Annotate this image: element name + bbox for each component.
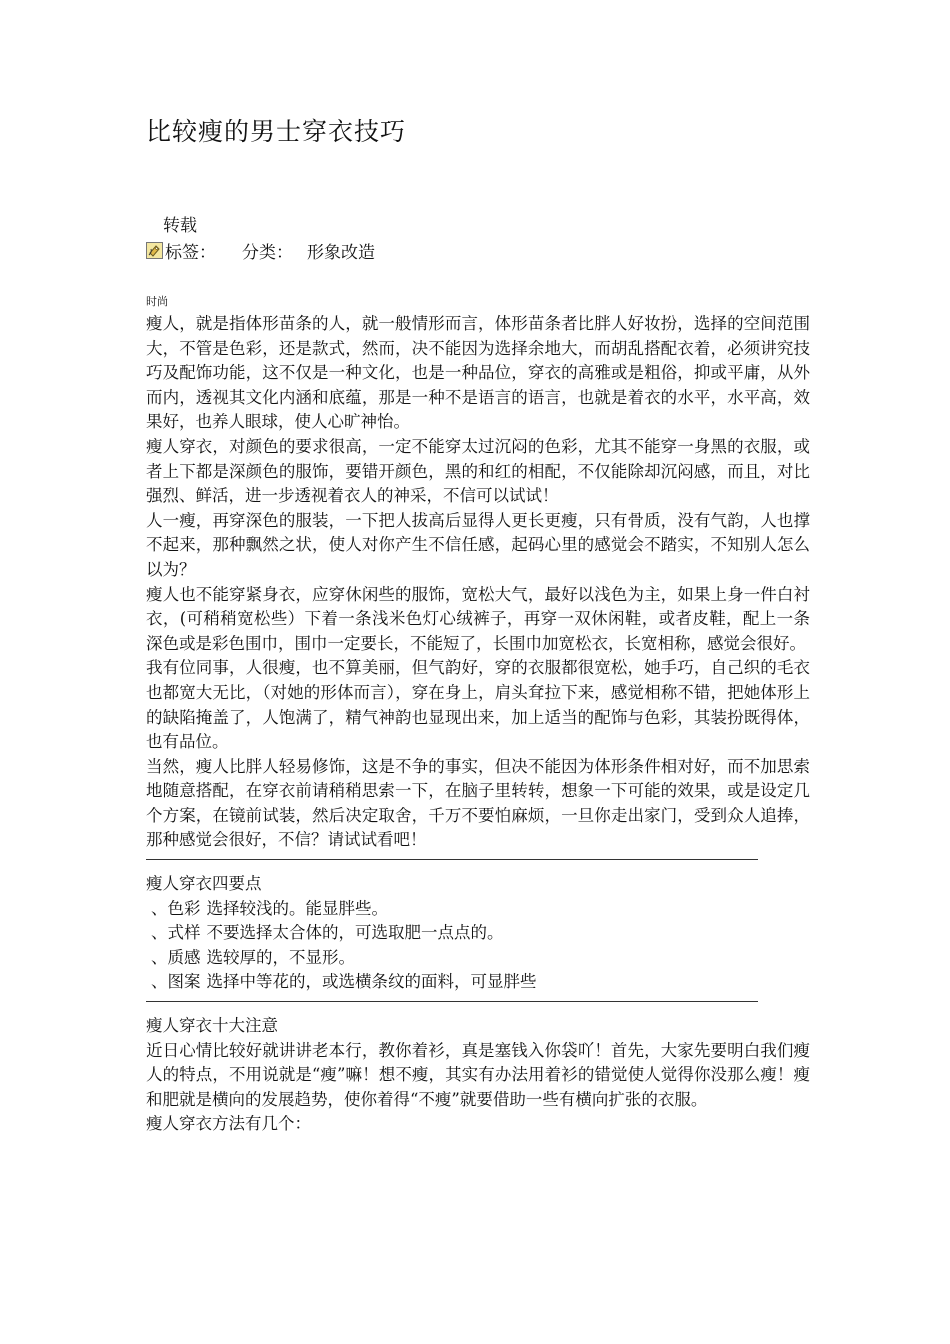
- category-label: 分类：: [242, 243, 293, 263]
- divider: [146, 1001, 758, 1002]
- tip-item: [146, 897, 810, 922]
- tip-desc: 选择较浅的。能显胖些。: [206, 898, 388, 918]
- paragraph: 瘦人穿衣方法有几个：: [146, 1114, 311, 1134]
- page-title: 比较瘦的男士穿衣技巧: [146, 117, 407, 146]
- paragraph: 我有位同事，人很瘦，也不算美丽，但气韵好，穿的衣服都很宽松，她手巧，自己织的毛衣也都宽大无比，（对她的形体而言），穿在身上，肩头耷拉下来，感觉相称不错，把她体形上的缺陷掩盖了，人饱满了，精气神韵也显现出来，加上适当的配饰与色彩，其装扮既得体，也有品位。: [146, 658, 810, 752]
- tip-prefix: 、: [151, 923, 168, 943]
- tag-icon: [146, 242, 163, 259]
- tip-prefix: 、: [151, 898, 168, 918]
- tip-desc: 不要选择太合体的，可选取肥一点点的。: [206, 923, 504, 943]
- tip-prefix: 、: [151, 947, 168, 967]
- paragraph: 瘦人穿衣，对颜色的要求很高，一定不能穿太过沉闷的色彩，尤其不能穿一身黑的衣服，或者上下都是深颜色的服饰，要错开颜色，黑的和红的相配，不仅能除却沉闷感，而且，对比强烈、鲜活，进一步透视着衣人的神采，不信可以试试！: [146, 436, 810, 506]
- tip-name: 式样: [167, 923, 201, 943]
- tip-item: [146, 946, 810, 971]
- meta-row: [146, 238, 375, 263]
- tip-name: 图案: [167, 972, 201, 992]
- tip-item: [146, 921, 810, 946]
- tags-label: 标签：: [165, 243, 216, 263]
- reprint-label: 转载: [163, 216, 197, 236]
- paragraph: 瘦人也不能穿紧身衣，应穿休闲些的服饰，宽松大气，最好以浅色为主，如果上身一件白衬衣，(可稍稍宽松些）下着一条浅米色灯心绒裤子，再穿一双休闲鞋，或者皮鞋，配上一条深色或是彩色围巾，围巾一定要长，不能短了，长围巾加宽松衣，长宽相称，感觉会很好。: [146, 584, 810, 653]
- tip-desc: 选择中等花的，或选横条纹的面料，可显胖些: [206, 972, 537, 992]
- category-tag: 时尚: [146, 295, 168, 308]
- tip-name: 色彩: [167, 898, 201, 918]
- category-link[interactable]: 形象改造: [307, 243, 375, 263]
- tip-prefix: 、: [151, 972, 168, 992]
- paragraph: 当然，瘦人比胖人轻易修饰，这是不争的事实，但决不能因为体形条件相对好，而不加思索地随意搭配，在穿衣前请稍稍思索一下，在脑子里转转，想象一下可能的效果，或是设定几个方案，在镜前试装，然后决定取舍，千万不要怕麻烦，一旦你走出家门，受到众人追捧，那种感觉会很好，不信？请试试看吧！: [146, 756, 810, 850]
- paragraph: 瘦人，就是指体形苗条的人，就一般情形而言，体形苗条者比胖人好妆扮，选择的空间范围大，不管是色彩，还是款式，然而，决不能因为选择余地大，而胡乱搭配衣着，必须讲究技巧及配饰功能，这不仅是一种文化，也是一种品位，穿衣的高雅或是粗俗，抑或平庸，从外而内，透视其文化内涵和底蕴，那是一种不是语言的语言，也就是着衣的水平，水平高，效果好，也养人眼球，使人心旷神怡。: [146, 314, 810, 432]
- tip-item: [146, 970, 810, 995]
- tip-name: 质感: [167, 947, 201, 967]
- article-body: [146, 312, 810, 1137]
- section-heading: 瘦人穿衣十大注意: [146, 1016, 278, 1036]
- divider: [146, 859, 758, 860]
- paragraph: 近日心情比较好就讲讲老本行，教你着衫，真是塞钱入你袋吖！首先，大家先要明白我们瘦人的特点，不用说就是“瘦”嘛！想不瘦，其实有办法用着衫的错觉使人觉得你没那么瘦！瘦和肥就是横向的发展趋势，使你着得“不瘦”就要借助一些有横向扩张的衣服。: [146, 1040, 810, 1109]
- tip-desc: 选较厚的，不显形。: [206, 947, 355, 967]
- section-heading: 瘦人穿衣四要点: [146, 874, 262, 894]
- paragraph: 人一瘦，再穿深色的服装，一下把人拔高后显得人更长更瘦，只有骨质，没有气韵，人也撑不起来，那种飘然之状，使人对你产生不信任感，起码心里的感觉会不踏实，不知别人怎么以为？: [146, 510, 810, 579]
